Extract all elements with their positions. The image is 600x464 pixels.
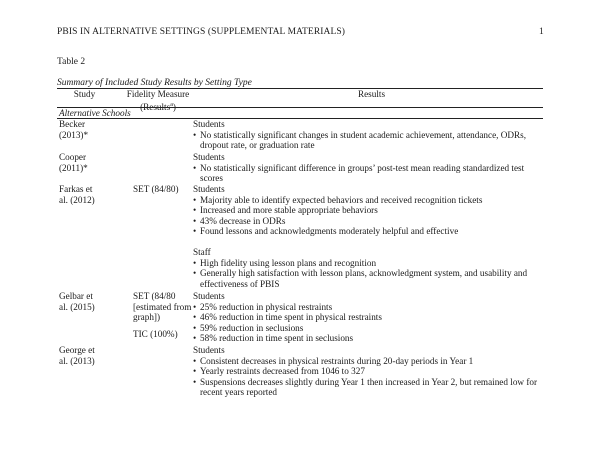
table-row-results xyxy=(193,291,538,344)
study-name: Farkas et xyxy=(59,184,93,194)
table-row-results xyxy=(193,152,538,184)
table-row-study xyxy=(59,184,111,205)
table-row-study xyxy=(59,119,111,140)
result-bullet: • High fidelity using lesson plans and recognition xyxy=(193,258,538,269)
results-group: Students xyxy=(193,119,225,129)
fidelity-measure: SET (84/80) xyxy=(133,184,179,194)
study-year: al. (2013) xyxy=(59,355,95,366)
fidelity-measure xyxy=(133,291,201,339)
table-row-results xyxy=(193,345,538,398)
column-header-results: Results xyxy=(357,89,386,99)
table-row-study xyxy=(59,345,111,366)
result-bullet: • 25% reduction in physical restraints xyxy=(193,302,538,313)
study-name: Becker xyxy=(59,119,86,129)
result-bullet: • Yearly restraints decreased from 1046 to 327 xyxy=(193,366,538,377)
section-label: Alternative Schools xyxy=(59,108,131,118)
fidelity-header-line1: Fidelity Measure xyxy=(126,89,190,99)
study-year: (2013)* xyxy=(59,129,89,140)
result-bullet: • 46% reduction in time spent in physical restraints xyxy=(193,312,538,323)
study-name: George et xyxy=(59,345,95,355)
fidelity-header-sup: a xyxy=(170,102,173,108)
table-label: Table 2 xyxy=(57,57,86,67)
page-number: 1 xyxy=(539,27,544,37)
column-header-study: Study xyxy=(73,89,96,99)
fidelity-measure-tic: TIC (100%) xyxy=(133,328,178,339)
result-bullet: • No statistically significant difference in groups’ post-test mean reading standardized test scores xyxy=(193,163,538,184)
results-list xyxy=(193,356,538,398)
result-bullet: • 43% decrease in ODRs xyxy=(193,216,538,227)
result-bullet: • Generally high satisfaction with lesson plans, acknowledgment system, and usability and effectiveness of PBIS xyxy=(193,268,538,289)
fidelity-line: SET (84/80 xyxy=(133,291,176,301)
result-bullet: • Majority able to identify expected behaviors and received recognition tickets xyxy=(193,195,538,206)
study-name: Gelbar et xyxy=(59,291,93,301)
results-group: Students xyxy=(193,184,225,194)
results-list xyxy=(193,163,538,184)
results-group: Students xyxy=(193,345,225,355)
results-group: Students xyxy=(193,291,225,301)
results-group-staff: Staff xyxy=(193,246,211,257)
fidelity-header-line2: (Results xyxy=(140,102,171,113)
results-list xyxy=(193,302,538,344)
result-bullet: • 59% reduction in seclusions xyxy=(193,323,538,334)
study-year: al. (2012) xyxy=(59,194,95,205)
table-row-results xyxy=(193,119,538,151)
results-list-staff xyxy=(193,258,538,290)
fidelity-header-close: ) xyxy=(172,102,176,113)
result-bullet: • Increased and more stable appropriate behaviors xyxy=(193,205,538,216)
result-bullet: • Found lessons and acknowledgments moderately helpful and effective xyxy=(193,226,538,237)
table-row-study xyxy=(59,291,111,312)
result-bullet: • No statistically significant changes in student academic achievement, attendance, ODRs, dropout rate, or graduation rate xyxy=(193,130,538,151)
table-caption: Summary of Included Study Results by Setting Type xyxy=(57,78,252,88)
result-bullet: • 58% reduction in time spent in seclusions xyxy=(193,333,538,344)
running-head: PBIS IN ALTERNATIVE SETTINGS (SUPPLEMENTAL MATERIALS) xyxy=(57,27,346,37)
fidelity-line: graph]) xyxy=(133,312,161,323)
table-row-study xyxy=(59,152,111,173)
study-year: al. (2015) xyxy=(59,301,95,312)
table-row-results xyxy=(193,184,538,289)
results-list xyxy=(193,195,538,237)
study-name: Cooper xyxy=(59,152,87,162)
study-year: (2011)* xyxy=(59,162,88,173)
result-bullet: • Consistent decreases in physical restraints during 20-day periods in Year 1 xyxy=(193,356,538,367)
results-list xyxy=(193,130,538,151)
result-bullet: • Suspensions decreases slightly during Year 1 then increased in Year 2, but remained low for recent years reported xyxy=(193,377,538,398)
results-group: Students xyxy=(193,152,225,162)
fidelity-line: [estimated from xyxy=(133,301,192,312)
